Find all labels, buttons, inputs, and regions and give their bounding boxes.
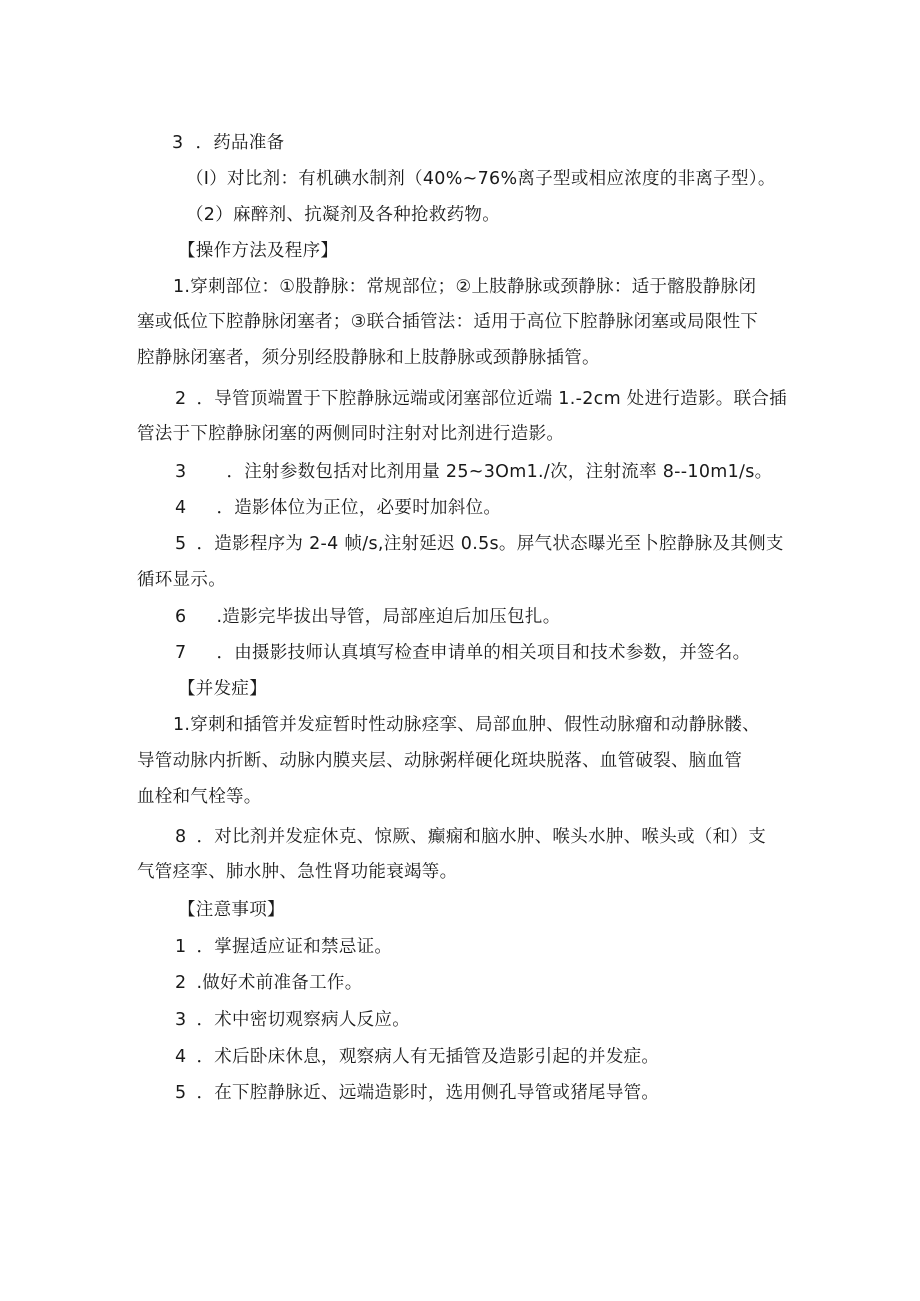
item-text: ．对比剂并发症休克、惊厥、癫痫和脑水肿、喉头水肿、喉头或（和）支 [196, 827, 767, 847]
item-text: .造影完毕拔出导管，局部座迫后加压包扎。 [216, 607, 561, 627]
item-text: ．由摄影技师认真填写检查申请单的相关项目和技术参数，并签名。 [216, 643, 751, 663]
item-number: 3 [175, 1010, 187, 1030]
op4 [175, 496, 501, 520]
item-text: .做好术前准备工作。 [196, 973, 363, 993]
item-number: 6 [175, 607, 187, 627]
item-text: ．掌握适应证和禁忌证。 [196, 937, 393, 957]
op1-line-3: 腔静脉闭塞者，须分别经股静脉和上肢静脉或颈静脉插管。 [137, 348, 600, 368]
section-title: ．药品准备 [195, 133, 285, 153]
op2-line-1 [175, 387, 787, 411]
item-number: 5 [175, 534, 187, 554]
note-1 [175, 935, 392, 959]
item-text: ．注射参数包括对比剂用量 25~3Om1./次，注射流率 8--10m1∕s。 [226, 462, 773, 482]
item-text: ．在下腔静脉近、远端造影时，选用侧孔导管或猪尾导管。 [196, 1083, 660, 1103]
section-heading-drug-prep [172, 131, 284, 155]
item-number: 4 [175, 1047, 187, 1067]
section-number: 3 [172, 133, 184, 153]
item-number: 4 [175, 498, 187, 518]
heading-complications: 【并发症】 [178, 679, 267, 699]
item-anesthetic: （2）麻醉剂、抗凝剂及各种抢救药物。 [186, 205, 501, 225]
note-3 [175, 1008, 410, 1032]
item-number: 2 [175, 389, 187, 409]
op3 [175, 460, 772, 484]
note-2 [175, 971, 363, 995]
item-number: 8 [175, 827, 187, 847]
item-text: ．造影程序为 2-4 帧/s,注射延迟 0.5s。屏气状态曝光至卜腔静脉及其侧支 [196, 534, 784, 554]
item-number: 5 [175, 1083, 187, 1103]
item-text: ．导管顶端置于下腔静脉远端或闭塞部位近端 1.-2cm 处进行造影。联合插 [196, 389, 787, 409]
item-contrast-agent: （I）对比剂：有机碘水制剂（40%~76%离子型或相应浓度的非离子型）。 [186, 169, 776, 189]
item-text: ．术后卧床休息，观察病人有无插管及造影引起的并发症。 [196, 1047, 660, 1067]
heading-notes: 【注意事项】 [178, 900, 285, 920]
item-text: ．术中密切观察病人反应。 [196, 1010, 411, 1030]
op2-line-2: 管法于下腔静脉闭塞的两侧同时注射对比剂进行造影。 [137, 424, 565, 444]
item-number: 7 [175, 643, 187, 663]
op1-line-2: 塞或低位下腔静脉闭塞者；③联合插管法：适用于高位下腔静脉闭塞或局限性下 [137, 312, 759, 332]
comp8-line-1 [175, 825, 766, 849]
item-number: 3 [175, 462, 187, 482]
comp1-line-3: 血栓和气栓等。 [137, 787, 262, 807]
op7 [175, 641, 750, 665]
item-number: 1 [175, 937, 187, 957]
item-text: ．造影体位为正位，必要时加斜位。 [216, 498, 502, 518]
heading-operation: 【操作方法及程序】 [178, 241, 339, 261]
comp8-line-2: 气管痉挛、肺水肿、急性肾功能衰竭等。 [137, 862, 458, 882]
comp1-line-1: 1.穿刺和插管并发症暂时性动脉痉挛、局部血肿、假性动脉瘤和动静脉髅、 [173, 715, 760, 735]
op1-line-1: 1.穿刺部位：①股静脉：常规部位；②上肢静脉或颈静脉：适于髂股静脉闭 [173, 277, 757, 297]
op6 [175, 605, 561, 629]
op5-line-2: 循环显示。 [137, 570, 226, 590]
note-5 [175, 1081, 659, 1105]
note-4 [175, 1045, 659, 1069]
op5-line-1 [175, 532, 784, 556]
comp1-line-2: 导管动脉内折断、动脉内膜夹层、动脉粥样硬化斑块脱落、血管破裂、脑血管 [137, 751, 743, 771]
item-number: 2 [175, 973, 187, 993]
